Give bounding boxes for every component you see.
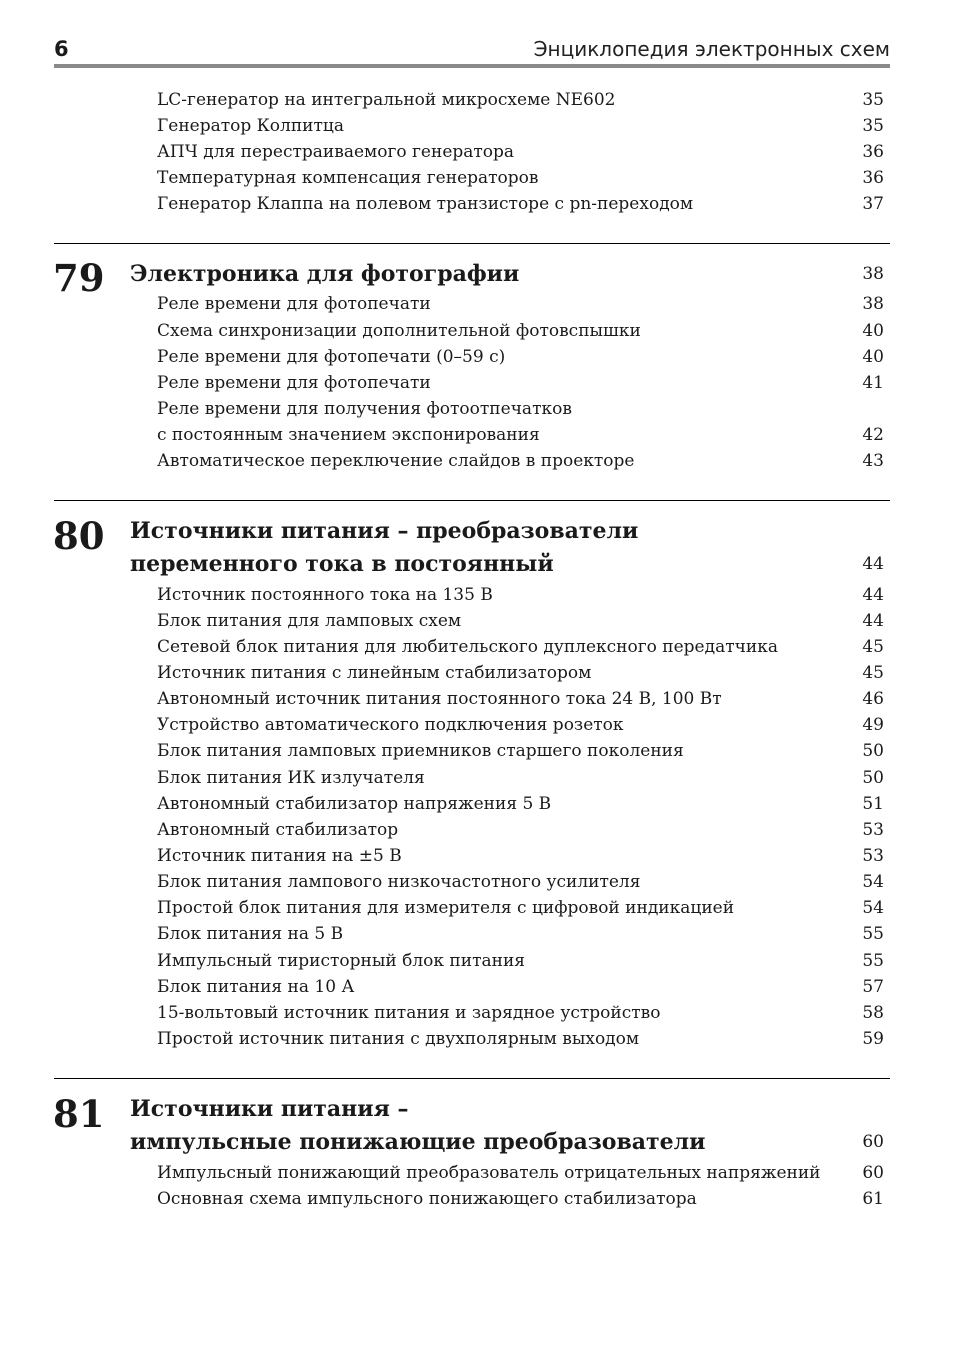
entry-page: 44 [862,585,884,605]
section-divider [54,500,890,501]
entry-page: 37 [862,194,884,214]
entry-page: 41 [862,373,884,393]
chapter-title [130,1093,884,1126]
toc-entry [157,582,884,608]
toc-entry [157,817,884,843]
entry-title: Генератор Колпитца [157,116,344,136]
entry-title: Блок питания ИК излучателя [157,768,425,788]
entry-page: 45 [862,663,884,683]
entry-title: Схема синхронизации дополнительной фотовспышки [157,321,641,341]
toc-entry [157,765,884,791]
entry-title: Блок питания на 5 В [157,924,344,944]
entry-page: 40 [862,321,884,341]
toc-entry [157,791,884,817]
entry-title: LC-генератор на интегральной микросхеме NE602 [157,90,616,110]
toc-entry [157,921,884,947]
entry-title: Простой блок питания для измерителя с цифровой индикацией [157,898,735,918]
toc-entry [157,738,884,764]
toc-entry [157,318,884,344]
chapter-title [130,1126,884,1159]
entry-title: Блок питания лампового низкочастотного усилителя [157,872,641,892]
entry-title: Температурная компенсация генераторов [157,168,539,188]
toc-entry [157,686,884,712]
toc-entry [157,869,884,895]
running-header [54,34,890,64]
entry-page: 53 [862,820,884,840]
chapter-number: 81 [53,1092,105,1136]
chapter-page: 44 [862,554,884,574]
entry-page: 59 [862,1029,884,1049]
entry-title: Импульсный тиристорный блок питания [157,951,526,971]
entry-page: 51 [862,794,884,814]
toc-entry [157,974,884,1000]
toc-entry [157,843,884,869]
chapter-title-line: Электроника для фотографии [130,261,520,287]
entry-page: 38 [862,294,884,314]
entry-page: 43 [862,451,884,471]
entry-title: Автономный источник питания постоянного тока 24 В, 100 Вт [157,689,722,709]
page-number: 6 [54,37,69,61]
toc-entry [157,1186,884,1212]
toc-entry [157,608,884,634]
entry-title: Источник постоянного тока на 135 В [157,585,493,605]
entry-title: с постоянным значением экспонирования [157,425,540,445]
toc-entry [157,1160,884,1186]
chapter-title-line: переменного тока в постоянный [130,551,554,577]
entry-title: Основная схема импульсного понижающего стабилизатора [157,1189,697,1209]
entry-title: Устройство автоматического подключения розеток [157,715,624,735]
toc-entry [157,191,884,217]
chapter-title-line: Источники питания – преобразователи [130,518,639,544]
entry-title: Реле времени для фотопечати [157,373,431,393]
toc-entry [157,113,884,139]
chapter-number: 79 [53,256,105,300]
entry-title: Реле времени для фотопечати (0–59 с) [157,347,506,367]
toc-entry [157,139,884,165]
entry-page: 35 [862,90,884,110]
entry-page: 60 [862,1163,884,1183]
toc-entry [157,422,884,448]
entry-title: Автоматическое переключение слайдов в проекторе [157,451,635,471]
entry-title: Источник питания на ±5 В [157,846,402,866]
entry-title: Реле времени для фотопечати [157,294,431,314]
entry-page: 50 [862,741,884,761]
entry-page: 61 [862,1189,884,1209]
chapter-title [130,258,884,291]
toc-entry [157,712,884,738]
entry-title: Источник питания с линейным стабилизатором [157,663,592,683]
entry-title: Автономный стабилизатор напряжения 5 В [157,794,552,814]
chapter-title [130,515,884,548]
entry-title: Реле времени для получения фотоотпечатков [157,399,572,419]
toc-entry [157,291,884,317]
chapter-page: 60 [862,1132,884,1152]
entry-page: 55 [862,951,884,971]
entry-page: 36 [862,142,884,162]
entry-page: 35 [862,116,884,136]
chapter-number: 80 [53,514,105,558]
entry-title: Простой источник питания с двухполярным выходом [157,1029,640,1049]
entry-page: 57 [862,977,884,997]
entry-page: 54 [862,872,884,892]
entry-page: 50 [862,768,884,788]
chapter-page: 38 [862,264,884,284]
entry-title: Блок питания ламповых приемников старшего поколения [157,741,684,761]
entry-page: 58 [862,1003,884,1023]
toc-entry [157,895,884,921]
entry-title: Генератор Клаппа на полевом транзисторе с pn-переходом [157,194,694,214]
entry-title: Блок питания для ламповых схем [157,611,462,631]
section-divider [54,1078,890,1079]
chapter-title-line: Источники питания – [130,1096,409,1122]
header-rule [54,64,890,68]
toc-entry [157,634,884,660]
entry-page: 53 [862,846,884,866]
entry-title: Импульсный понижающий преобразователь отрицательных напряжений [157,1163,821,1183]
book-title: Энциклопедия электронных схем [533,37,890,61]
toc-entry [157,344,884,370]
toc-entry [157,87,884,113]
entry-title: 15-вольтовый источник питания и зарядное устройство [157,1003,661,1023]
entry-page: 46 [862,689,884,709]
toc-entry [157,1026,884,1052]
entry-page: 42 [862,425,884,445]
toc-entry [157,448,884,474]
toc-entry [157,396,884,422]
toc-entry [157,1000,884,1026]
entry-page: 54 [862,898,884,918]
chapter-title-line: импульсные понижающие преобразователи [130,1129,706,1155]
entry-page: 36 [862,168,884,188]
toc-entry [157,165,884,191]
toc-entry [157,948,884,974]
entry-page: 45 [862,637,884,657]
section-divider [54,243,890,244]
entry-title: Сетевой блок питания для любительского дуплексного передатчика [157,637,778,657]
entry-page: 55 [862,924,884,944]
entry-title: Автономный стабилизатор [157,820,399,840]
toc-entry [157,660,884,686]
entry-page: 49 [862,715,884,735]
toc-entry [157,370,884,396]
entry-title: АПЧ для перестраиваемого генератора [157,142,515,162]
entry-page: 44 [862,611,884,631]
chapter-title [130,548,884,581]
entry-page: 40 [862,347,884,367]
entry-title: Блок питания на 10 А [157,977,355,997]
